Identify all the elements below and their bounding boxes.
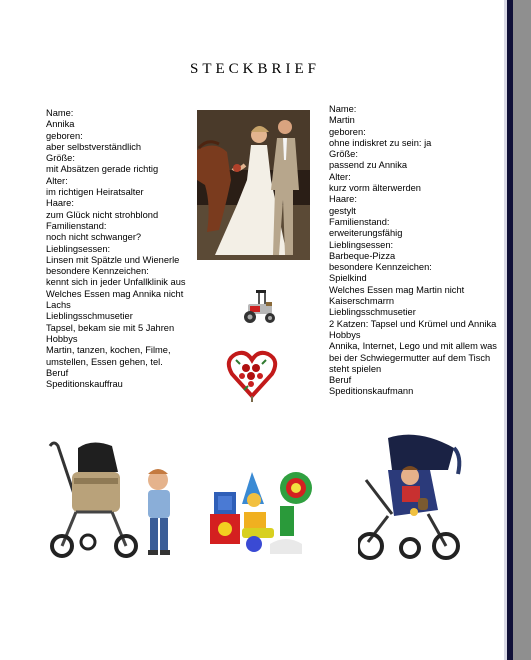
stroller-toddler-image	[48, 438, 180, 560]
field-label: Alter:	[329, 171, 351, 182]
field-label: besondere Kennzeichen:	[329, 262, 432, 273]
toy-car-image	[240, 288, 280, 326]
field-value: Linsen mit Spätzle und Wienerle	[46, 254, 180, 265]
field-value: Barbeque-Pizza	[329, 250, 396, 261]
jogger-stroller-child-image	[358, 430, 466, 562]
field-value: Annika, Internet, Lego und mit allem was	[329, 341, 497, 352]
field-label: Familienstand:	[329, 216, 390, 227]
field-value: im richtigen Heiratsalter	[46, 187, 144, 198]
field-label: Hobbys	[329, 329, 361, 340]
page-title: STECKBRIEF	[189, 61, 320, 77]
field-value: kurz vorm älterwerden	[329, 183, 421, 194]
rose-heart-image	[226, 346, 278, 404]
field-label: Lieblingsschmusetier	[46, 311, 133, 322]
field-value: Annika	[46, 119, 75, 130]
field-label: Lieblingsessen:	[329, 239, 394, 250]
field-label: Alter:	[46, 175, 68, 186]
field-value: passend zu Annika	[329, 160, 408, 171]
field-value: Spielkind	[329, 273, 367, 284]
field-label: Welches Essen mag Martin nicht	[329, 284, 465, 295]
field-value: steht spielen	[329, 363, 382, 374]
field-value: erweiterungsfähig	[329, 228, 403, 239]
field-label: Lieblingsschmusetier	[329, 307, 416, 318]
field-label: geboren:	[329, 126, 366, 137]
field-value: Tapsel, bekam sie mit 5 Jahren	[46, 322, 175, 333]
field-value: Lachs	[46, 300, 71, 311]
field-value: noch nicht schwanger?	[46, 232, 142, 243]
field-value: aber selbstverständlich	[46, 141, 142, 152]
profile-martin	[329, 104, 501, 398]
page-shadow	[513, 0, 531, 660]
field-label: Beruf	[46, 367, 69, 378]
field-value: zum Glück nicht strohblond	[46, 209, 159, 220]
field-label: Hobbys	[46, 333, 78, 344]
field-value: Speditionskaufmann	[329, 386, 414, 397]
field-value: mit Absätzen gerade richtig	[46, 164, 159, 175]
field-value: ohne indiskret zu sein: ja	[329, 137, 432, 148]
wedding-photo	[197, 110, 310, 260]
field-label: Lieblingsessen:	[46, 243, 111, 254]
field-value: bei der Schwiegermutter auf dem Tisch	[329, 352, 491, 363]
field-label: Welches Essen mag Annika nicht	[46, 288, 184, 299]
toy-blocks-image	[206, 464, 324, 562]
field-value: 2 Katzen: Tapsel und Krümel und Annika	[329, 318, 497, 329]
field-label: geboren:	[46, 130, 83, 141]
field-label: Name:	[46, 108, 74, 118]
field-value: kennt sich in jeder Unfallklinik aus	[46, 277, 186, 288]
field-label: Größe:	[329, 149, 358, 160]
field-label: Haare:	[329, 194, 357, 205]
field-label: Größe:	[46, 153, 75, 164]
field-value: Kaiserschmarrn	[329, 296, 395, 307]
field-label: besondere Kennzeichen:	[46, 266, 149, 277]
field-label: Haare:	[46, 198, 74, 209]
field-value: umstellen, Essen gehen, tel.	[46, 356, 163, 367]
field-label: Name:	[329, 104, 357, 114]
field-label: Familienstand:	[46, 220, 107, 231]
field-value: Martin	[329, 115, 355, 126]
field-value: gestylt	[329, 205, 356, 216]
field-value: Speditionskauffrau	[46, 379, 123, 390]
field-value: Martin, tanzen, kochen, Filme,	[46, 345, 171, 356]
field-label: Beruf	[329, 375, 352, 386]
